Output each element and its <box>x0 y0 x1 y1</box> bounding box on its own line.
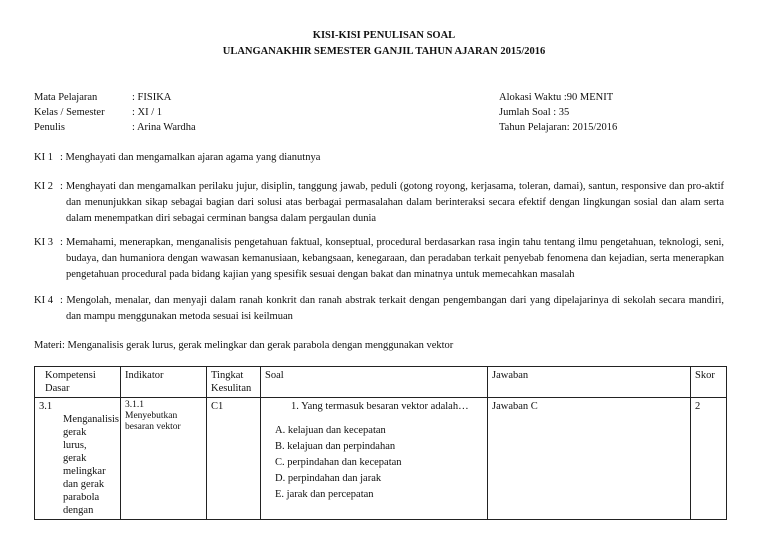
indikator-cell <box>121 398 207 520</box>
kd-text: Menganalisis gerak lurus, gerak melingkar dan gerak parabola dengan <box>63 414 119 516</box>
kelas-label: Kelas / Semester <box>34 107 105 118</box>
jawaban-cell: Jawaban C <box>488 398 691 520</box>
header-soal: Soal <box>261 367 488 398</box>
mapel-value: : FISIKA <box>132 92 172 103</box>
ki-4 <box>34 293 724 325</box>
ki-4-text: : Mengolah, menalar, dan menyaji dalam ranah konkrit dan ranah abstrak terkait dengan pengembangan dari yang dipelajarinya di sekolah secara mandiri, dan mampu menggunakan metoda sesuai isi keilmuan <box>60 295 724 322</box>
ki-4-label: KI 4 <box>34 295 53 306</box>
ki-2-label: KI 2 <box>34 181 53 192</box>
mapel-label: Mata Pelajaran <box>34 92 98 103</box>
soal-cell <box>261 398 488 520</box>
document-title: KISI-KISI PENULISAN SOAL <box>312 30 456 41</box>
option-d: D. perpindahan dan jarak <box>275 473 382 484</box>
question-text: 1. Yang termasuk besaran vektor adalah… <box>291 401 469 412</box>
penulis-value: : Arina Wardha <box>132 122 196 133</box>
kd-number: 3.1 <box>39 401 53 412</box>
ki-2 <box>34 179 724 227</box>
option-c: C. perpindahan dan kecepatan <box>275 457 402 468</box>
ki-1-text: : Menghayati dan mengamalkan ajaran agama yang dianutnya <box>60 152 321 163</box>
jumlah-soal: Jumlah Soal : 35 <box>499 107 570 118</box>
penulis-label: Penulis <box>34 122 65 133</box>
option-b: B. kelajuan dan perpindahan <box>275 441 396 452</box>
table-row <box>35 398 727 520</box>
ki-1 <box>34 150 724 166</box>
ki-2-text: : Menghayati dan mengamalkan perilaku jujur, disiplin, tanggung jawab, peduli (gotong royong, kerjasama, toleran, damai), santun, responsive dan pro-aktif dan menunjukkan sikap sebagai bagian dari solusi atas berbagai permasalahan dalam berinteraksi secara efektif dengan lingkungan sosial dan alam serta dalam menempatkan diri sebagai cerminan bangsa dalam pergaulan dunia <box>60 181 724 224</box>
option-a: A. kelajuan dan kecepatan <box>275 425 386 436</box>
kd-cell <box>35 398 121 520</box>
table-header-row <box>35 367 727 398</box>
tingkat-cell: C1 <box>207 398 261 520</box>
ki-3-label: KI 3 <box>34 237 53 248</box>
indikator-text: Menyebutkan besaran vektor <box>125 411 181 432</box>
document-subtitle: ULANGANAKHIR SEMESTER GANJIL TAHUN AJARAN 2015/2016 <box>222 46 546 57</box>
option-e: E. jarak dan percepatan <box>275 489 374 500</box>
materi: Materi: Menganalisis gerak lurus, gerak melingkar dan gerak parabola dengan menggunakan vektor <box>34 340 454 351</box>
kelas-value: : XI / 1 <box>132 107 163 118</box>
tahun-pelajaran: Tahun Pelajaran: 2015/2016 <box>499 122 618 133</box>
header-tingkat: Tingkat Kesulitan <box>207 367 261 398</box>
header-jawaban: Jawaban <box>488 367 691 398</box>
alokasi-waktu: Alokasi Waktu :90 MENIT <box>499 92 614 103</box>
ki-3-text: : Memahami, menerapkan, menganalisis pengetahuan faktual, konseptual, procedural berdasarkan rasa ingin tahu tentang ilmu pengetahuan, teknologi, seni, budaya, dan humaniora dengan wawasan kemanusiaan, kebangsaan, kenegaraan, dan peradaban terkait penyebab fenomena dan kejadian, serta menerapkan pengetahuan procedural pada bidang kajian yang spesifik sesuai dengan bakat dan minatnya untuk memecahkan masalah <box>60 237 724 280</box>
skor-cell: 2 <box>691 398 727 520</box>
header-kompetensi: Kompetensi Dasar <box>35 367 121 398</box>
header-skor: Skor <box>691 367 727 398</box>
header-indikator: Indikator <box>121 367 207 398</box>
kisi-kisi-table <box>34 366 727 520</box>
ki-3 <box>34 235 724 283</box>
ki-1-label: KI 1 <box>34 152 53 163</box>
indikator-number: 3.1.1 <box>125 400 144 410</box>
